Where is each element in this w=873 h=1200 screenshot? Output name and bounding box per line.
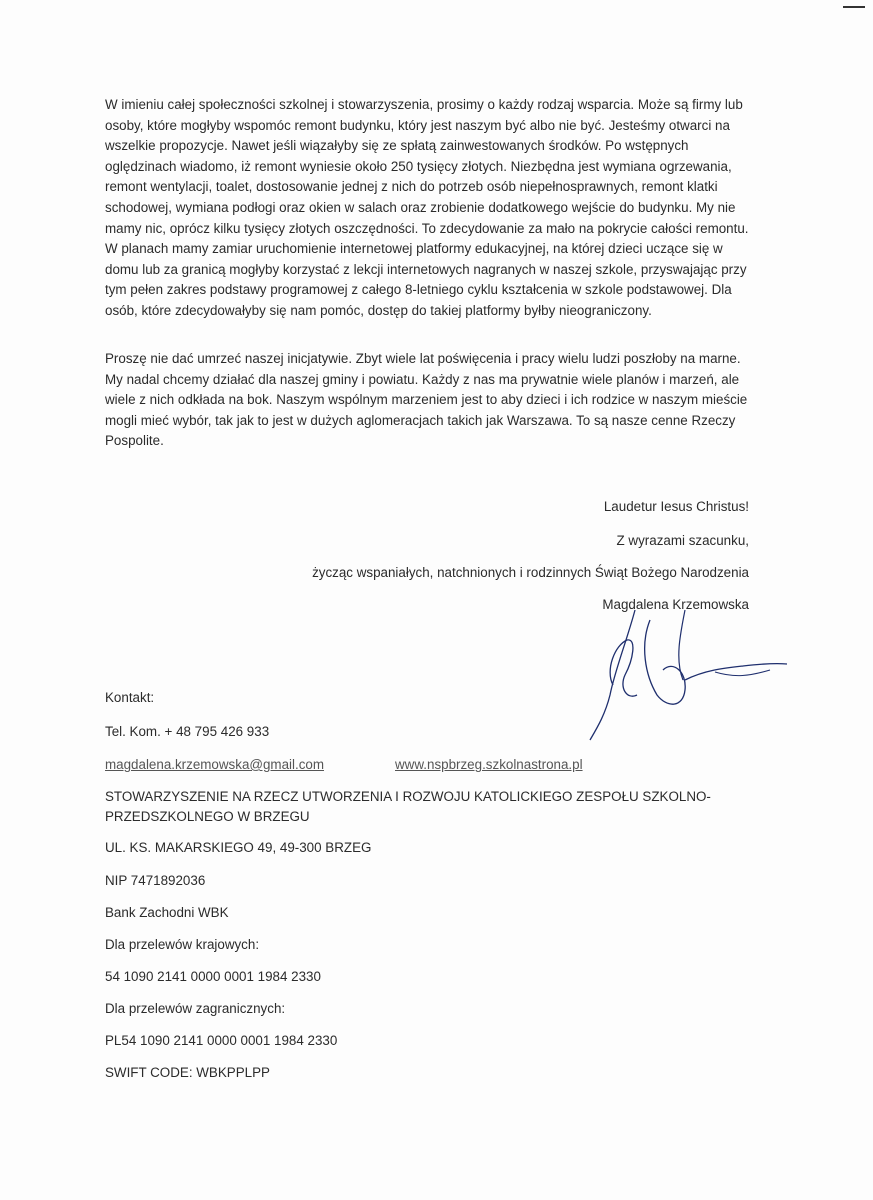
foreign-account-number: PL54 1090 2141 0000 0001 1984 2330 (105, 1033, 338, 1048)
corner-mark (843, 6, 865, 8)
paragraph-plea (105, 349, 755, 452)
contact-heading: Kontakt: (105, 690, 155, 705)
handwritten-signature (575, 600, 795, 750)
organization-name: STOWARZYSZENIE NA RZECZ UTWORZENIA I ROZWOJU KATOLICKIEGO ZESPOŁU SZKOLNO-PRZEDSZKOLNEGO W BRZEGU (105, 789, 711, 824)
paragraph-text: Proszę nie dać umrzeć naszej inicjatywie. Zbyt wiele lat poświęcenia i pracy wielu ludzi poszłoby na marne. My nadal chcemy działać dla naszej gminy i powiatu. Każdy z nas ma prywatnie wiele planów i marzeń, ale wiele z nich odkłada na bok. Naszym wspólnym marzeniem jest to aby dzieci i ich rodzice w naszym mieście mogli mieć wybór, tak jak to jest w dużych aglomeracjach takich jak Warszawa. To są nasze cenne Rzeczy Pospolite. (105, 351, 748, 449)
organization-address: UL. KS. MAKARSKIEGO 49, 49-300 BRZEG (105, 840, 372, 855)
bank-name: Bank Zachodni WBK (105, 905, 229, 920)
signer-name: Magdalena Krzemowska (602, 597, 749, 612)
contact-phone: Tel. Kom. + 48 795 426 933 (105, 724, 270, 739)
foreign-transfer-label: Dla przelewów zagranicznych: (105, 1001, 286, 1016)
closing-greeting: Laudetur Iesus Christus! (603, 499, 749, 514)
paragraph-text: W imieniu całej społeczności szkolnej i stowarzyszenia, prosimy o każdy rodzaj wsparcia. Może są firmy lub osoby, które mogłyby wspomóc remont budynku, który jest naszym być albo nie być. Jesteśmy otwarci na wszelkie propozycje. Nawet jeśli wiązałyby się ze spłatą zainwestowanych środków. Po wstępnych oględzinach wiadomo, iż remont wyniesie około 250 tysięcy złotych. Niezbędna jest wymiana ogrzewania, remont wentylacji, toalet, dostosowanie jednej z nich do potrzeb osób niepełnosprawnych, remont klatki schodowej, wymiana podłogi oraz okien w salach oraz zrobienie dodatkowego wejście do budynku. My nie mamy nic, oprócz kilku tysięcy złotych oszczędności. To zdecydowanie za mało na pokrycie całości remontu. W planach mamy zamiar uruchomienie internetowej platformy edukacyjnej, na której dzieci uczące się w domu lub za granicą mogłyby korzystać z lekcji internetowych nagranych w naszej szkole, przyswajając przy tym pełen zakres podstawy programowej z całego 8-letniego cyklu kształcenia w szkole podstawowej. Dla osób, które zdecydowałyby się nam pomóc, dostęp do takiej platformy byłby nieograniczony. (105, 97, 749, 318)
closing-wishes: życząc wspaniałych, natchnionych i rodzinnych Świąt Bożego Narodzenia (312, 565, 749, 580)
paragraph-appeal (105, 95, 755, 322)
domestic-transfer-label: Dla przelewów krajowych: (105, 937, 260, 952)
swift-code: SWIFT CODE: WBKPPLPP (105, 1065, 270, 1080)
contact-email-link[interactable]: magdalena.krzemowska@gmail.com (105, 757, 324, 772)
website-link[interactable]: www.nspbrzeg.szkolnastrona.pl (395, 757, 583, 772)
domestic-account-number: 54 1090 2141 0000 0001 1984 2330 (105, 969, 321, 984)
closing-regards: Z wyrazami szacunku, (616, 533, 749, 548)
organization-nip: NIP 7471892036 (105, 873, 206, 888)
